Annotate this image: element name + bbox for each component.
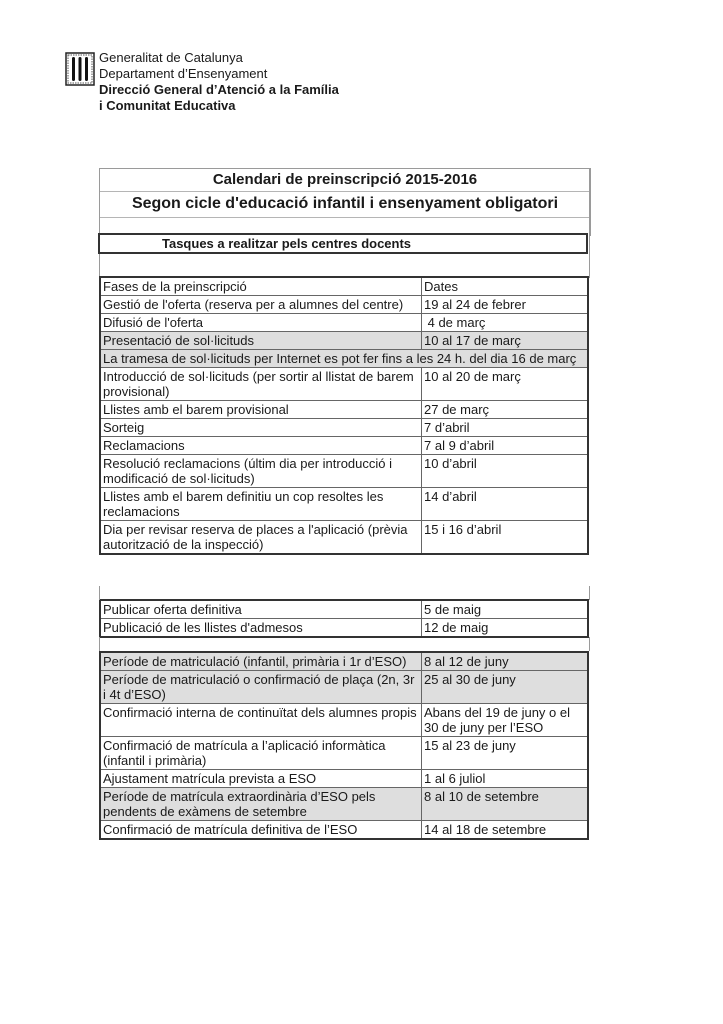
date-cell: 14 al 18 de setembre xyxy=(422,821,589,840)
section-title: Tasques a realitzar pels centres docents xyxy=(98,233,588,254)
letterhead xyxy=(65,50,339,114)
table-row xyxy=(100,488,588,521)
date-cell: 25 al 30 de juny xyxy=(422,671,589,704)
phase-cell: Publicació de les llistes d'admesos xyxy=(100,619,422,638)
date-cell: 14 d’abril xyxy=(422,488,589,521)
table-row xyxy=(100,437,588,455)
phase-cell: Gestió de l'oferta (reserva per a alumnes del centre) xyxy=(100,296,422,314)
table-row xyxy=(100,619,588,638)
table-row xyxy=(100,652,588,671)
column-header-phase: Fases de la preinscripció xyxy=(100,277,422,296)
generalitat-logo-icon xyxy=(65,52,95,86)
table-row xyxy=(100,419,588,437)
frame-line xyxy=(589,254,590,276)
phase-cell: Resolució reclamacions (últim dia per introducció i modificació de sol·licituds) xyxy=(100,455,422,488)
table-row xyxy=(100,737,588,770)
frame-line xyxy=(99,254,100,276)
table-row xyxy=(100,314,588,332)
phase-cell: Llistes amb el barem definitiu un cop resoltes les reclamacions xyxy=(100,488,422,521)
phase-cell: Llistes amb el barem provisional xyxy=(100,401,422,419)
table-row xyxy=(100,821,588,840)
date-cell: 10 d’abril xyxy=(422,455,589,488)
directorate-name: Direcció General d’Atenció a la Família xyxy=(99,82,339,97)
column-header-dates: Dates xyxy=(422,277,589,296)
date-cell: 19 al 24 de febrer xyxy=(422,296,589,314)
phase-cell: Període de matriculació o confirmació de plaça (2n, 3r i 4t d’ESO) xyxy=(100,671,422,704)
phase-cell: Període de matrícula extraordinària d’ESO pels pendents de exàmens de setembre xyxy=(100,788,422,821)
date-cell: 4 de març xyxy=(422,314,589,332)
table-row xyxy=(100,788,588,821)
page-subtitle: Segon cicle d'educació infantil i ensenyament obligatori xyxy=(100,192,590,218)
table-row xyxy=(100,401,588,419)
table-row xyxy=(100,368,588,401)
phase-cell: Difusió de l'oferta xyxy=(100,314,422,332)
frame-line xyxy=(99,637,100,651)
enrollment-table xyxy=(99,651,589,840)
note-cell: La tramesa de sol·licituds per Internet es pot fer fins a les 24 h. del dia 16 de març xyxy=(100,350,588,368)
date-cell: 8 al 10 de setembre xyxy=(422,788,589,821)
date-cell: 12 de maig xyxy=(422,619,589,638)
page-title: Calendari de preinscripció 2015-2016 xyxy=(100,169,590,192)
phase-cell: Presentació de sol·licituds xyxy=(100,332,422,350)
frame-line xyxy=(589,586,590,600)
date-cell: 10 al 20 de març xyxy=(422,368,589,401)
phase-cell: Confirmació de matrícula definitiva de l’ESO xyxy=(100,821,422,840)
table-row xyxy=(100,521,588,555)
date-cell: 8 al 12 de juny xyxy=(422,652,589,671)
table-header-row xyxy=(100,277,588,296)
table-row xyxy=(100,600,588,619)
title-block xyxy=(99,168,591,236)
table-row xyxy=(100,704,588,737)
table-row xyxy=(100,671,588,704)
phase-cell: Sorteig xyxy=(100,419,422,437)
phase-cell: Reclamacions xyxy=(100,437,422,455)
date-cell: 10 al 17 de març xyxy=(422,332,589,350)
table-note-row xyxy=(100,350,588,368)
phase-cell: Confirmació de matrícula a l’aplicació informàtica (infantil i primària) xyxy=(100,737,422,770)
date-cell: 5 de maig xyxy=(422,600,589,619)
frame-line xyxy=(589,637,590,651)
table-row xyxy=(100,296,588,314)
date-cell: 7 al 9 d’abril xyxy=(422,437,589,455)
phase-cell: Dia per revisar reserva de places a l'aplicació (prèvia autorització de la inspecció) xyxy=(100,521,422,555)
date-cell: 15 al 23 de juny xyxy=(422,737,589,770)
table-row xyxy=(100,455,588,488)
date-cell: 7 d’abril xyxy=(422,419,589,437)
org-name: Generalitat de Catalunya xyxy=(99,50,243,65)
table-row xyxy=(100,332,588,350)
table-row xyxy=(100,770,588,788)
department-name: Departament d’Ensenyament xyxy=(99,66,268,81)
phase-cell: Confirmació interna de continuïtat dels alumnes propis xyxy=(100,704,422,737)
phase-cell: Període de matriculació (infantil, primària i 1r d’ESO) xyxy=(100,652,422,671)
date-cell: 1 al 6 juliol xyxy=(422,770,589,788)
phase-cell: Publicar oferta definitiva xyxy=(100,600,422,619)
directorate-name-cont: i Comunitat Educativa xyxy=(99,98,236,113)
frame-line xyxy=(99,586,100,600)
preinscription-table xyxy=(99,276,589,555)
date-cell: 27 de març xyxy=(422,401,589,419)
date-cell: Abans del 19 de juny o el 30 de juny per l’ESO xyxy=(422,704,589,737)
phase-cell: Introducció de sol·licituds (per sortir al llistat de barem provisional) xyxy=(100,368,422,401)
date-cell: 15 i 16 d’abril xyxy=(422,521,589,555)
publication-table xyxy=(99,599,589,638)
phase-cell: Ajustament matrícula prevista a ESO xyxy=(100,770,422,788)
